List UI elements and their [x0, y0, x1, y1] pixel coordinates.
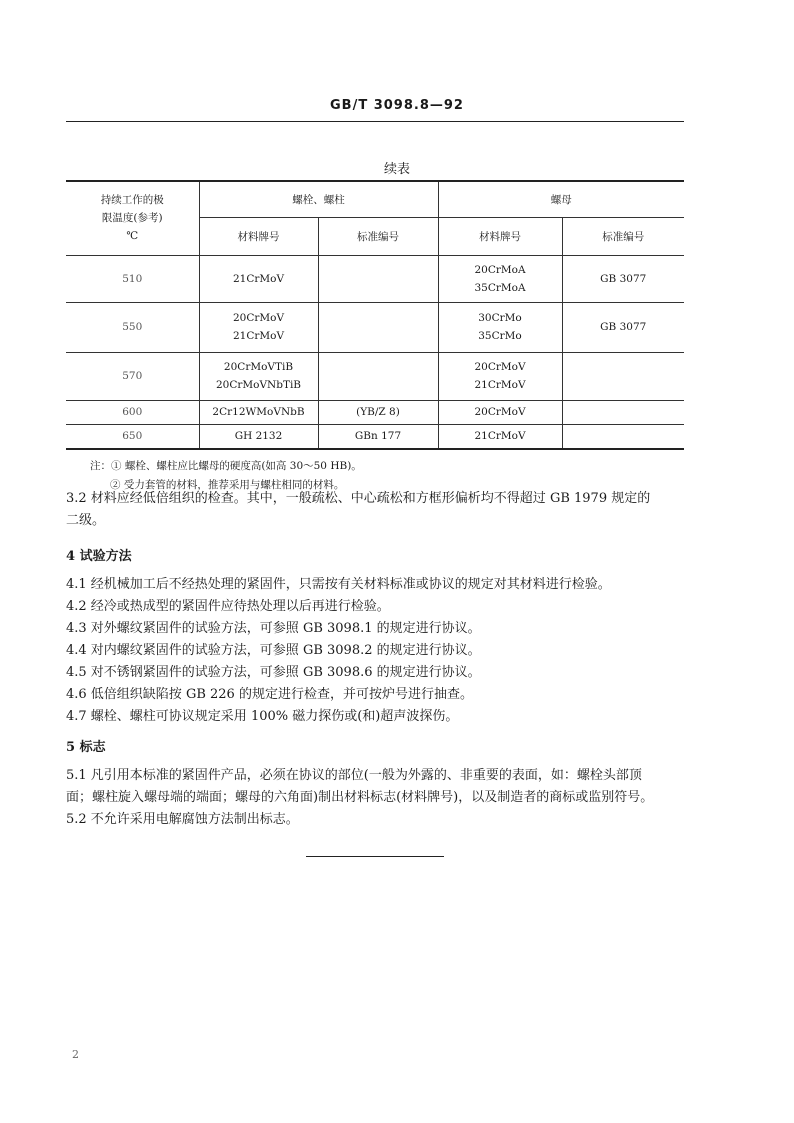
- clause-5-2: 5.2 不允许采用电解腐蚀方法制出标志。: [66, 812, 299, 827]
- nut-material-cell: 21CrMoV: [438, 424, 562, 449]
- section-4-items: [66, 574, 690, 728]
- header-rule: [66, 121, 684, 122]
- table-row: [66, 424, 684, 449]
- bolt-material-cell: 2Cr12WMoVNbB: [199, 400, 318, 424]
- temperature-header: 持续工作的极 限温度(参考) ℃: [66, 181, 199, 255]
- clause-4-5: 4.5 对不锈钢紧固件的试验方法，可参照 GB 3098.6 的规定进行协议。: [66, 665, 481, 680]
- temperature-cell: 510: [66, 255, 199, 302]
- nut-standard-cell: GB 3077: [562, 255, 684, 302]
- table-note: ② 受力套管的材料，推荐采用与螺柱相同的材料。: [110, 479, 345, 491]
- table-row: [66, 255, 684, 302]
- nut-standard-header: 标准编号: [562, 217, 684, 255]
- table-row: [66, 352, 684, 400]
- nut-standard-cell: GB 3077: [562, 302, 684, 352]
- nut-material-cell: 20CrMoV: [438, 400, 562, 424]
- section-5-items: [66, 765, 690, 831]
- nut-standard-cell: [562, 400, 684, 424]
- clause-4-7: 4.7 螺栓、螺柱可协议规定采用 100% 磁力探伤或(和)超声波探伤。: [66, 709, 459, 724]
- temperature-cell: 650: [66, 424, 199, 449]
- clause-4-3: 4.3 对外螺纹紧固件的试验方法，可参照 GB 3098.1 的规定进行协议。: [66, 621, 481, 636]
- bolt-standard-cell: [318, 255, 438, 302]
- clause-4-2: 4.2 经冷或热成型的紧固件应待热处理以后再进行检验。: [66, 599, 390, 614]
- document-header: GB/T 3098.8—92: [330, 98, 464, 113]
- section-5-heading: 5 标志: [66, 740, 106, 755]
- temperature-cell: 550: [66, 302, 199, 352]
- table-caption: 续表: [383, 162, 410, 177]
- nut-material-cell: 20CrMoV 21CrMoV: [438, 352, 562, 400]
- bolt-standard-cell: GBn 177: [318, 424, 438, 449]
- bolt-material-cell: 20CrMoV 21CrMoV: [199, 302, 318, 352]
- table-note: 注：① 螺栓、螺柱应比螺母的硬度高(如高 30～50 HB)。: [90, 460, 362, 472]
- bolt-material-cell: 20CrMoVTiB 20CrMoVNbTiB: [199, 352, 318, 400]
- bolt-standard-cell: (YB/Z 8): [318, 400, 438, 424]
- bolt-standard-header: 标准编号: [318, 217, 438, 255]
- nut-standard-cell: [562, 352, 684, 400]
- bolt-standard-cell: [318, 352, 438, 400]
- section-4-heading: 4 试验方法: [66, 549, 132, 564]
- clause-3-2: 3.2 材料应经低倍组织的检查。其中，一般疏松、中心疏松和方框形偏析均不得超过 GB 1979 规定的 二级。: [66, 491, 651, 528]
- bolt-material-cell: GH 2132: [199, 424, 318, 449]
- clause-4-1: 4.1 经机械加工后不经热处理的紧固件，只需按有关材料标准或协议的规定对其材料进行检验。: [66, 577, 611, 592]
- temperature-cell: 600: [66, 400, 199, 424]
- clause-4-6: 4.6 低倍组织缺陷按 GB 226 的规定进行检查，并可按炉号进行抽查。: [66, 687, 473, 702]
- table-row: [66, 400, 684, 424]
- nut-material-cell: 20CrMoA 35CrMoA: [438, 255, 562, 302]
- page-number: 2: [72, 1048, 79, 1061]
- end-rule: [306, 856, 444, 857]
- nut-group-header: 螺母: [438, 181, 684, 217]
- nut-material-header: 材料牌号: [438, 217, 562, 255]
- nut-standard-cell: [562, 424, 684, 449]
- material-table: [66, 180, 684, 450]
- clause-5-1: 5.1 凡引用本标准的紧固件产品，必须在协议的部位(一般为外露的、非重要的表面，如：螺栓头部顶 面；螺柱旋入螺母端的端面；螺母的六角面)制出材料标志(材料牌号)，以及制造者的商标或监别符号。: [66, 768, 654, 805]
- clause-4-4: 4.4 对内螺纹紧固件的试验方法，可参照 GB 3098.2 的规定进行协议。: [66, 643, 481, 658]
- bolt-material-cell: 21CrMoV: [199, 255, 318, 302]
- table-row: [66, 302, 684, 352]
- bolt-group-header: 螺栓、螺柱: [199, 181, 438, 217]
- bolt-material-header: 材料牌号: [199, 217, 318, 255]
- nut-material-cell: 30CrMo 35CrMo: [438, 302, 562, 352]
- bolt-standard-cell: [318, 302, 438, 352]
- temperature-cell: 570: [66, 352, 199, 400]
